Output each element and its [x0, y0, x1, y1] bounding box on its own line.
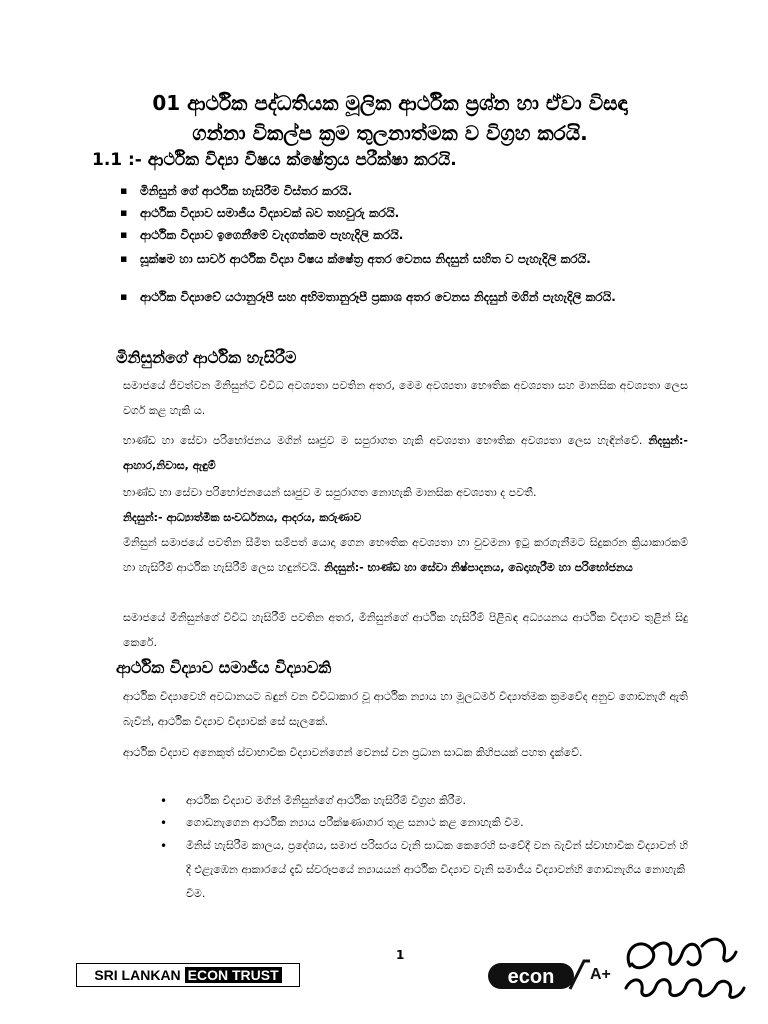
section-title: :- ආර්ථික විද්‍යා විෂය ක්ෂේත්‍රය පරීක්ෂා කරයි. [128, 150, 457, 170]
list-item: • ගොඩනැගෙන ආර්ථික න්‍යාය පරීක්ෂණාගාර තුළ සනාථ කළ නොහැකි වීම. [160, 812, 690, 834]
behavior-example-2: නිදසුන්:- ආධ්‍යාත්මික සංවර්ධනය, ආදරය, කරුණාව [123, 511, 362, 524]
econ-logo-text: econ [507, 966, 555, 988]
list-item: • මිනිස් හැසිරීම කාලය, ප්‍රදේශය, සමාජ පරිසරය වැනි සාධක කෙරෙහි සංවේදී වන බැවින් ස්වාභාවික විද්‍යාවන් හි දී එළැඹෙන ආකාරයේ දැඩි ස්වරූපයේ න්‍යායයන් ආර්ථික විද්‍යාව වැනි සමාජීය විද්‍යාවන්හි ගොඩනැගිය නොහැකි වීම. [160, 834, 690, 906]
section-heading [92, 150, 457, 170]
behavior-paragraph-1: සමාජයේ ජීවත්වන මිනිසුන්ට විවිධ අවශ්‍යතා පවතින අතර, මෙම අවශ්‍යතා භෞතික අවශ්‍යතා සහ මානසික අවශ්‍යතා ලෙස වර්ග කළ හැකි ය. [123, 379, 688, 417]
page-title-line-2: ගන්නා විකල්ප ක්‍රම තුලනාත්මක ව විග්‍රහ කරයි. [192, 121, 588, 145]
behavior-paragraph-4 [123, 530, 688, 580]
social-science-heading: ආර්ථික විද්‍යාව සමාජීය විද්‍යාවකි [116, 658, 332, 677]
behavior-paragraph-4-text: මිනිසුන් සමාජයේ පවතින සීමිත සම්පත් යොදා ගෙන භෞතික අවශ්‍යතා හා වුවමනා ඉටු කරගැනීමට සිදුකරන ක්‍රියාකාරකම් හා හැසිරීම් ආර්ථික හැසිරීම් ලෙස හඳුන්වයි. [123, 536, 688, 574]
econ-logo [486, 955, 611, 995]
footer-brand-right: ECON TRUST [185, 967, 282, 983]
objective-item: ▪ මිනිසුන් ගේ ආර්ථික හැසිරීම විස්තර කරයි. [120, 180, 700, 202]
behavior-paragraph-2 [123, 428, 688, 478]
social-science-paragraph-2: ආර්ථික විද්‍යාව අනෙකුත් ස්වාභාවික විද්‍යාවන්ගෙන් වෙනස් වන ප්‍රධාන සාධක කිහිපයක් පහත දැක්වේ. [123, 746, 583, 759]
objective-item: ▪ ආර්ථික විද්‍යාවේ යථානුරූපී සහ අභිමතානුරූපී ප්‍රකාශ අතර වෙනස නිදසුන් මගින් පැහැදිලි කරයි. [120, 284, 700, 310]
signature-image [612, 928, 752, 1008]
social-science-paragraph-1: ආර්ථික විද්‍යාවෙහි අවධානයට බඳුන් වන විවිධාකාර වූ ආර්ථික න්‍යාය හා මූලධර්ම විද්‍යාත්මක ක්‍රමවේද අනුව ගොඩනැගී ඇති බැවින්, ආර්ථික විද්‍යාව විද්‍යාවක් සේ සැලකේ. [123, 690, 688, 728]
objectives-list [120, 180, 700, 310]
section-number: 1.1 [92, 150, 123, 170]
objective-item: ▪ ආර්ථික විද්‍යාව සමාජීය විද්‍යාවක් බව තහවුරු කරයි. [120, 202, 700, 224]
econ-logo-plus: A+ [590, 966, 611, 983]
list-item: • ආර්ථික විද්‍යාව මගින් මිනිසුන්ගේ ආර්ථික හැසිරීම් විග්‍රහ කිරීම. [160, 790, 690, 812]
behavior-paragraph-2-text: භාණ්ඩ හා සේවා පරිභෝජනය මගින් සෘජුව ම සපුරාගත හැකි අවශ්‍යතා භෞතික අවශ්‍යතා ලෙස හැඳින්වේ. [123, 434, 649, 447]
behavior-paragraph-5: සමාජයේ මිනිසුන්ගේ විවිධ හැසිරීම් පවතින අතර, මිනිසුන්ගේ ආර්ථික හැසිරීම් පිළිබඳ අධ්‍යයනය ආර්ථික විද්‍යාව තුළින් සිදු කෙරේ. [123, 611, 688, 649]
footer-brand-left: SRI LANKAN [94, 967, 181, 983]
objective-item: ▪ ආර්ථික විද්‍යාව ඉගෙනීමේ වැදගත්කම පැහැදිලි කරයි. [120, 224, 700, 246]
behavior-example-1: නිදසුන්:-ආහාර,නිවාස, ඇඳුම් [123, 434, 688, 472]
objective-item: ▪ සූක්ෂම හා සාර්ව ආර්ථික විද්‍යා විෂය ක්ෂේත්‍ර අතර වෙනස නිදසුන් සහිත ව පැහැදිලි කරයි. [120, 246, 700, 272]
behavior-paragraph-3-text: භාණ්ඩ හා සේවා පරිභෝජනයෙන් සෘජුව ම සපුරාගත නොහැකි මානසික අවශ්‍යතා ද පවතී. [123, 486, 537, 499]
behavior-example-3: නිදසුන්:- භාණ්ඩ හා සේවා නිෂ්පාදනය, බෙදාහැරීම හා පරිභෝජනය [324, 561, 633, 574]
page-number: 1 [396, 948, 405, 962]
page-title-line-1: 01 ආර්ථික පද්ධතියක මූලික ආර්ථික ප්‍රශ්න හා ඒවා විසඳා [152, 91, 628, 115]
behavior-paragraph-3 [123, 480, 688, 530]
behavior-heading: මිනිසුන්ගේ ආර්ථික හැසිරීම [116, 348, 297, 367]
social-science-points [160, 790, 690, 906]
footer-brand-box [76, 963, 300, 987]
